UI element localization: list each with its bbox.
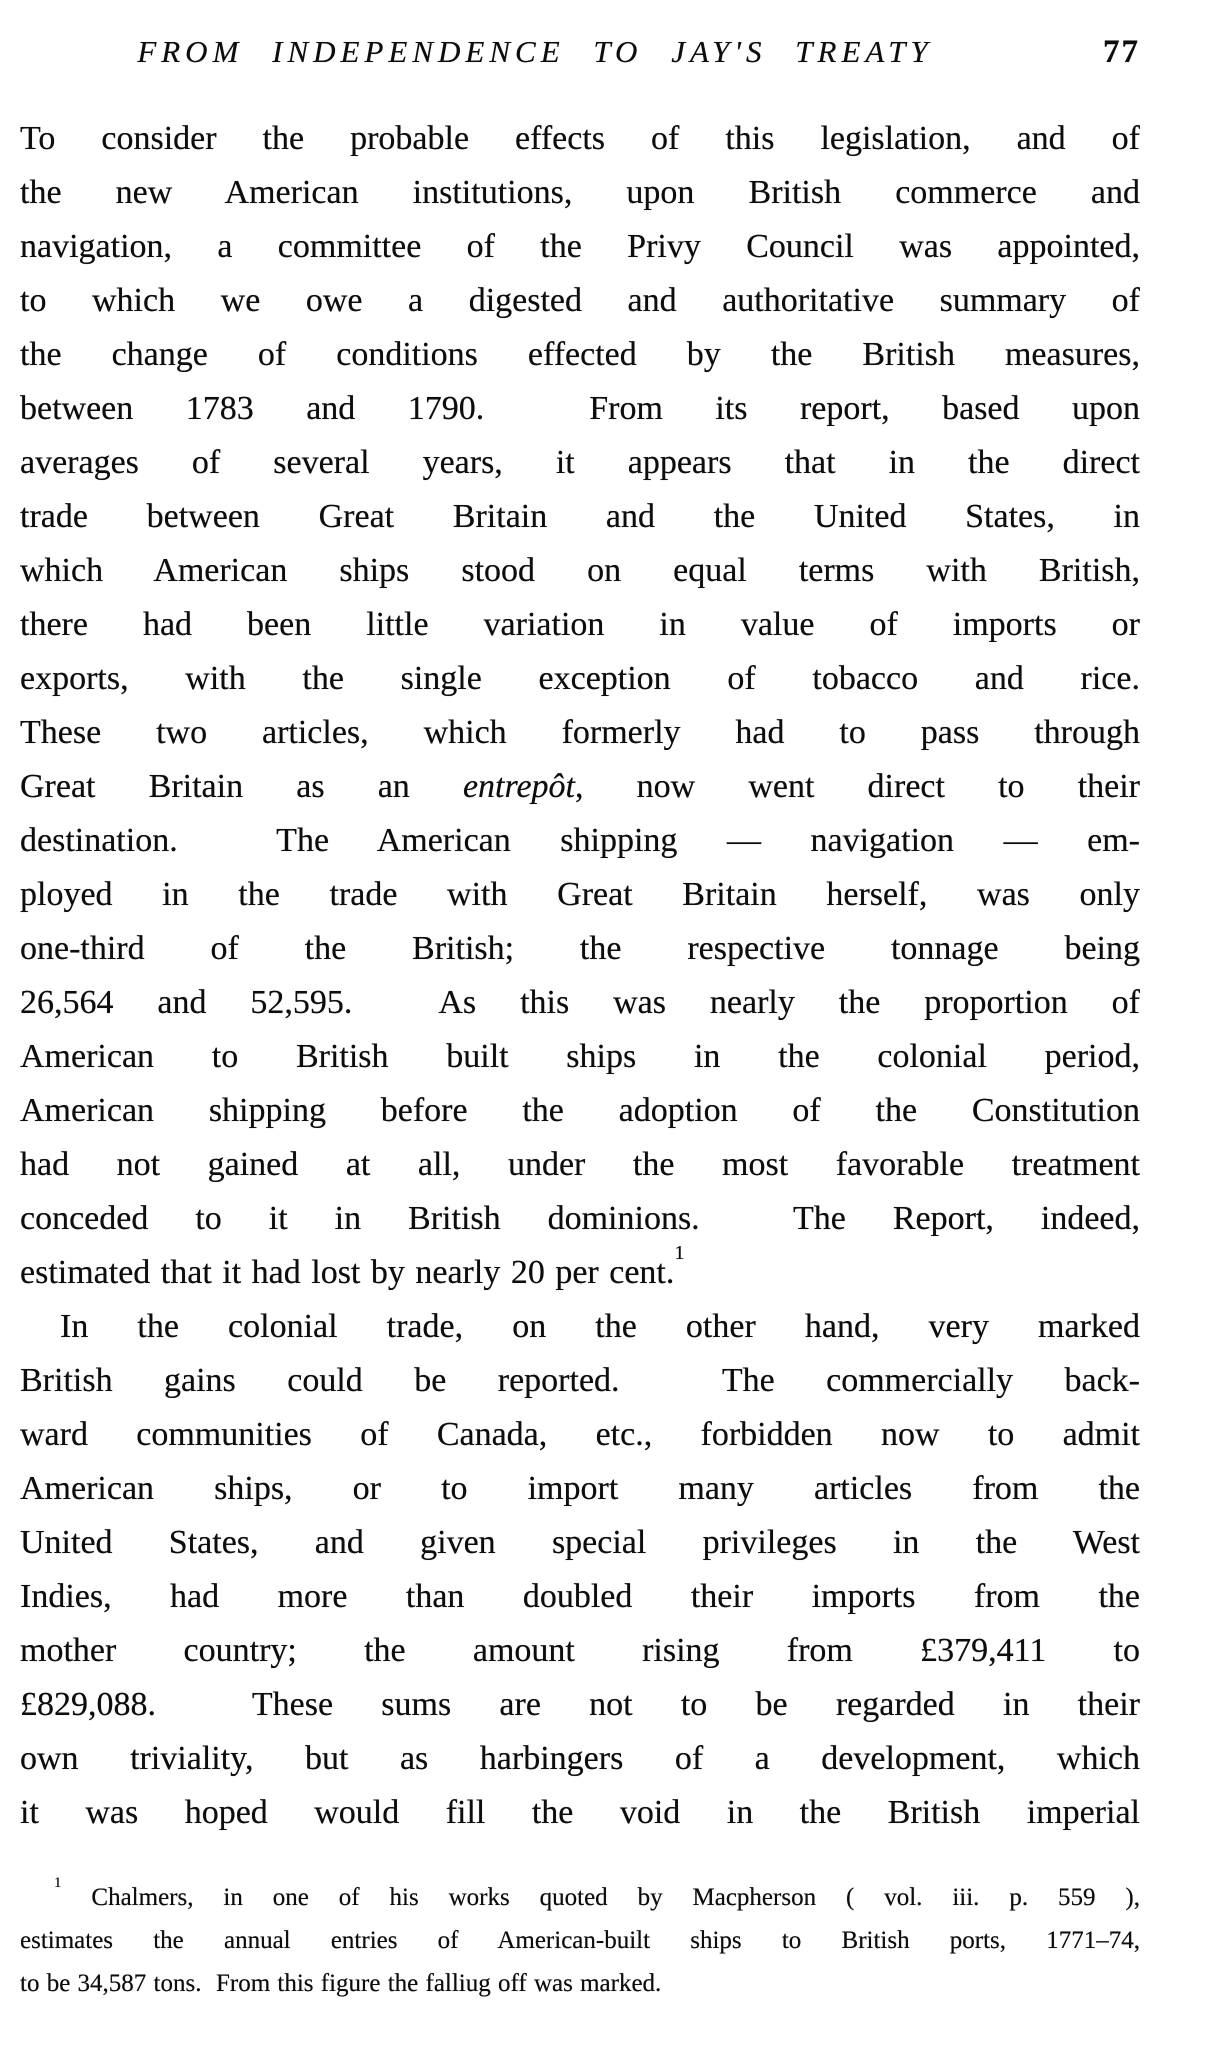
text-segment: Chalmers, in one of his works quoted by Macpherson ( vol. iii. p. 559 ), xyxy=(61,1884,1140,1911)
footnote-ref: 1 xyxy=(674,1246,685,1265)
text-segment: estimated that it had lost by nearly 20 per cent. xyxy=(20,1254,675,1291)
text-line: conceded to it in British dominions. The Report, indeed, xyxy=(20,1200,1140,1237)
text-line: ployed in the trade with Great Britain herself, was only xyxy=(20,876,1140,913)
page-number: 77 xyxy=(1103,34,1140,70)
text-line xyxy=(20,1246,1140,1300)
text-line: 26,564 and 52,595. As this was nearly the proportion of xyxy=(20,984,1140,1021)
text-line: Indies, had more than doubled their imports from the xyxy=(20,1578,1140,1615)
running-title: FROM INDEPENDENCE TO JAY'S TREATY xyxy=(137,34,933,69)
text-line: it was hoped would fill the void in the British imperial xyxy=(20,1794,1140,1831)
text-line: between 1783 and 1790. From its report, based upon xyxy=(20,390,1140,427)
text-line: the new American institutions, upon British commerce and xyxy=(20,174,1140,211)
text-line: American to British built ships in the colonial period, xyxy=(20,1038,1140,1075)
text-line: trade between Great Britain and the United States, in xyxy=(20,498,1140,535)
text-line: In the colonial trade, on the other hand, very marked xyxy=(60,1308,1140,1345)
paragraph-2 xyxy=(20,1300,1140,1840)
text-line: had not gained at all, under the most favorable treatment xyxy=(20,1146,1140,1183)
text-line: own triviality, but as harbingers of a development, which xyxy=(20,1740,1140,1777)
text-line: United States, and given special privileges in the West xyxy=(20,1524,1140,1561)
footnote-marker: 1 xyxy=(54,1876,62,1892)
text-line: American shipping before the adoption of the Constitution xyxy=(20,1092,1140,1129)
text-line: American ships, or to import many articles from the xyxy=(20,1470,1140,1507)
text-line: These two articles, which formerly had to pass through xyxy=(20,714,1140,751)
footnote-line: estimates the annual entries of American-built ships to British ports, 1771–74, xyxy=(20,1927,1140,1954)
text-line: averages of several years, it appears that in the direct xyxy=(20,444,1140,481)
footnote-line: to be 34,587 tons. From this figure the falliug off was marked. xyxy=(20,1970,662,1997)
italic-word: entrepôt xyxy=(462,768,575,805)
text-segment: , now went direct to their xyxy=(574,768,1140,805)
text-line: there had been little variation in value of imports or xyxy=(20,606,1140,643)
text-line xyxy=(20,760,1140,814)
text-segment: Great Britain as an xyxy=(20,768,463,805)
text-line: navigation, a committee of the Privy Council was appointed, xyxy=(20,228,1140,265)
text-line: destination. The American shipping — navigation — em- xyxy=(20,822,1140,859)
text-line: To consider the probable effects of this legislation, and of xyxy=(20,120,1140,157)
text-line: to which we owe a digested and authoritative summary of xyxy=(20,282,1140,319)
body-text xyxy=(20,112,1140,1840)
text-line: mother country; the amount rising from £379,411 to xyxy=(20,1632,1140,1669)
text-line: ward communities of Canada, etc., forbidden now to admit xyxy=(20,1416,1140,1453)
footnote xyxy=(20,1876,1140,2005)
text-line: which American ships stood on equal terms with British, xyxy=(20,552,1140,589)
text-line: the change of conditions effected by the British measures, xyxy=(20,336,1140,373)
text-line: £829,088. These sums are not to be regarded in their xyxy=(20,1686,1140,1723)
text-line: British gains could be reported. The commercially back- xyxy=(20,1362,1140,1399)
paragraph-1 xyxy=(20,112,1140,1300)
running-header xyxy=(20,34,1140,71)
text-line: one-third of the British; the respective tonnage being xyxy=(20,930,1140,967)
text-line: exports, with the single exception of tobacco and rice. xyxy=(20,660,1140,697)
footnote-line xyxy=(20,1876,1140,1919)
